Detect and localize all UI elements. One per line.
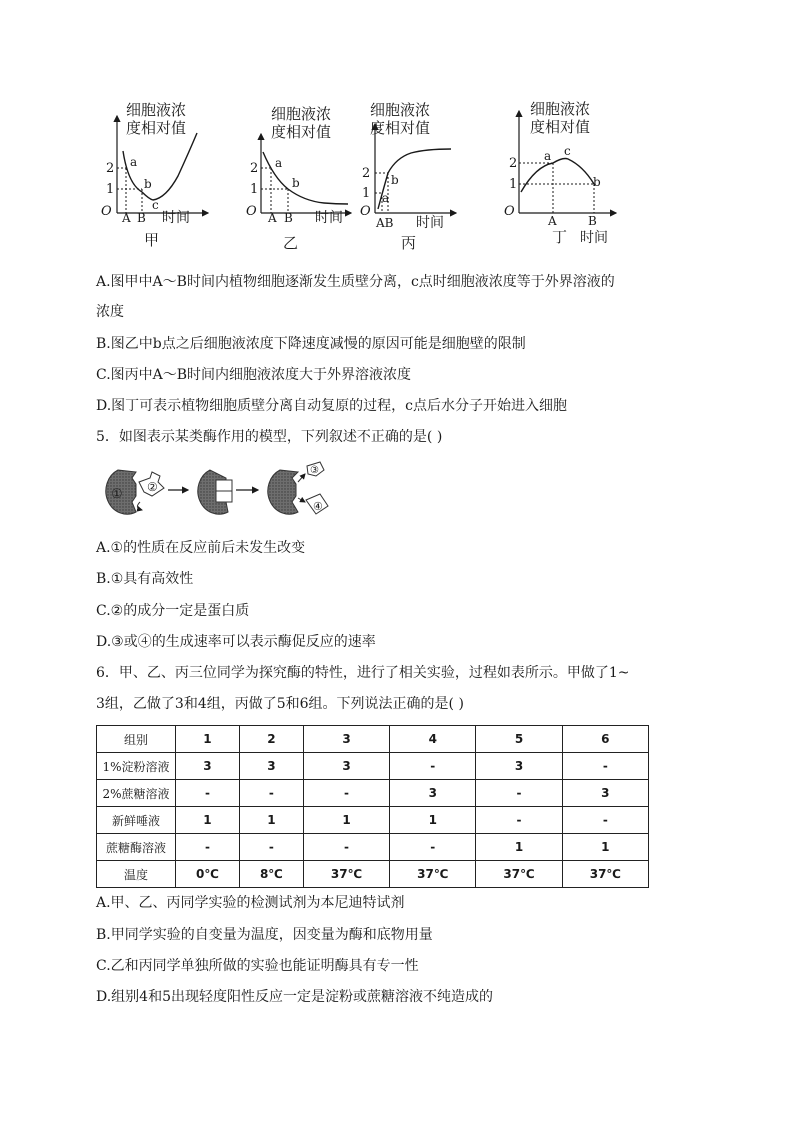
table-cell: 3	[176, 753, 240, 780]
label-2: ②	[147, 480, 158, 494]
tick-2: 2	[362, 166, 371, 181]
x-B: B	[137, 211, 146, 225]
q5-option-d: D.③或④的生成速率可以表示酶促反应的速率	[96, 634, 376, 650]
tick-2: 2	[106, 161, 115, 176]
x-B: B	[284, 211, 293, 225]
q6-option-d: D.组别4和5出现轻度阳性反应一定是淀粉或蔗糖溶液不纯造成的	[96, 989, 493, 1005]
table-row	[97, 834, 649, 861]
origin-label: O	[246, 204, 257, 219]
table-cell: -	[476, 807, 562, 834]
table-cell: 3	[390, 780, 476, 807]
point-a: a	[275, 156, 283, 170]
table-cell: -	[390, 834, 476, 861]
label-3: ③	[310, 465, 319, 476]
q6-stem-line1: 6．甲、乙、丙三位同学为探究酶的特性，进行了相关实验，过程如表所示。甲做了1~	[96, 665, 630, 681]
table-cell: 3	[239, 753, 303, 780]
table-cell: -	[562, 753, 648, 780]
table-row	[97, 861, 649, 888]
x-A: A	[548, 214, 557, 228]
q4-option-a-line1: A.图甲中A～B时间内植物细胞逐渐发生质壁分离，c点时细胞液浓度等于外界溶液的	[96, 274, 615, 290]
q4-option-b: B.图乙中b点之后细胞液浓度下降速度减慢的原因可能是细胞壁的限制	[96, 336, 526, 352]
graph-yi	[246, 105, 351, 252]
q6-option-c: C.乙和丙同学单独所做的实验也能证明酶具有专一性	[96, 958, 419, 974]
origin-label: O	[101, 204, 112, 219]
graphs-svg	[96, 96, 626, 256]
table-cell: 37℃	[562, 861, 648, 888]
x-B: B	[588, 214, 597, 228]
q5-option-a: A.①的性质在反应前后未发生改变	[96, 540, 306, 556]
q5-stem: 5．如图表示某类酶作用的模型，下列叙述不正确的是( )	[96, 429, 443, 445]
table-header-cell: 2	[239, 726, 303, 753]
experiment-table	[96, 725, 649, 888]
point-a: a	[544, 149, 552, 163]
curve-ding	[521, 159, 594, 193]
table-cell: -	[239, 834, 303, 861]
graph-ylabel1: 细胞液浓	[370, 101, 431, 119]
x-time: 时间	[416, 215, 444, 231]
table-cell: 新鲜唾液	[97, 807, 176, 834]
graph-ylabel2: 度相对值	[126, 119, 187, 137]
point-a: a	[382, 191, 390, 205]
table-header-row	[97, 726, 649, 753]
point-c: c	[152, 198, 159, 212]
table-header-cell: 4	[390, 726, 476, 753]
x-AB: AB	[376, 216, 394, 230]
table-cell: 8℃	[239, 861, 303, 888]
table-cell: 1	[476, 834, 562, 861]
table-cell: 1	[176, 807, 240, 834]
enzyme-3	[268, 470, 298, 514]
tick-1: 1	[250, 182, 259, 197]
table-cell: 1	[562, 834, 648, 861]
point-b: b	[144, 177, 152, 191]
table-header-cell: 1	[176, 726, 240, 753]
enzyme-model-svg	[98, 458, 338, 526]
table-row	[97, 753, 649, 780]
point-b: b	[292, 176, 300, 190]
table-cell: 蔗糖酶溶液	[97, 834, 176, 861]
tick-1: 1	[106, 182, 115, 197]
table-cell: -	[176, 834, 240, 861]
x-A: A	[268, 211, 277, 225]
table-cell: 1	[390, 807, 476, 834]
table-header-cell: 组别	[97, 726, 176, 753]
point-a: a	[130, 155, 138, 169]
table-header-cell: 3	[303, 726, 389, 753]
table-cell: -	[303, 780, 389, 807]
table-cell: -	[562, 807, 648, 834]
label-4: ④	[313, 500, 323, 513]
x-time: 时间	[162, 210, 190, 226]
table-cell: -	[303, 834, 389, 861]
table-header-cell: 5	[476, 726, 562, 753]
caption-jia: 甲	[144, 231, 160, 249]
enzyme-model-figure	[98, 458, 338, 526]
caption-yi: 乙	[283, 234, 299, 252]
label-1: ①	[111, 487, 123, 502]
q4-option-a-line2: 浓度	[96, 304, 124, 320]
point-c: c	[564, 144, 571, 158]
table-cell: 3	[562, 780, 648, 807]
tick-2: 2	[509, 156, 518, 171]
table-cell: 温度	[97, 861, 176, 888]
table-cell: 37℃	[390, 861, 476, 888]
table-cell: 3	[476, 753, 562, 780]
q5-option-c: C.②的成分一定是蛋白质	[96, 603, 250, 619]
q6-option-a: A.甲、乙、丙同学实验的检测试剂为本尼迪特试剂	[96, 895, 405, 911]
x-time: 时间	[315, 210, 343, 226]
table-cell: 37℃	[476, 861, 562, 888]
graph-ylabel1: 细胞液浓	[126, 101, 187, 119]
graph-ylabel1: 细胞液浓	[271, 105, 332, 123]
x-A: A	[122, 211, 131, 225]
table-cell: -	[390, 753, 476, 780]
q4-option-d: D.图丁可表示植物细胞质壁分离自动复原的过程，c点后水分子开始进入细胞	[96, 398, 568, 414]
graph-jia	[101, 101, 208, 249]
table-cell: -	[476, 780, 562, 807]
table-cell: 0℃	[176, 861, 240, 888]
table-cell: 37℃	[303, 861, 389, 888]
q6-stem-line2: 3组，乙做了3和4组，丙做了5和6组。下列说法正确的是( )	[96, 696, 464, 712]
point-b: b	[593, 175, 601, 189]
tick-1: 1	[362, 186, 371, 201]
table-cell: -	[176, 780, 240, 807]
table-header-cell: 6	[562, 726, 648, 753]
q6-option-b: B.甲同学实验的自变量为温度，因变量为酶和底物用量	[96, 927, 433, 943]
table-row	[97, 780, 649, 807]
table-row	[97, 807, 649, 834]
tick-2: 2	[250, 161, 259, 176]
point-b: b	[391, 173, 399, 187]
q4-option-c: C.图丙中A～B时间内细胞液浓度大于外界溶液浓度	[96, 367, 412, 383]
origin-label: O	[360, 204, 371, 219]
graph-ding	[504, 100, 616, 246]
table-cell: 1	[303, 807, 389, 834]
table-cell: -	[239, 780, 303, 807]
x-time: 时间	[580, 230, 608, 246]
graph-ylabel2: 度相对值	[370, 119, 431, 137]
graph-ylabel1: 细胞液浓	[530, 100, 591, 118]
table-cell: 3	[303, 753, 389, 780]
tick-1: 1	[509, 177, 518, 192]
caption-ding: 丁	[552, 228, 568, 246]
graph-ylabel2: 度相对值	[530, 118, 591, 136]
graph-bing	[360, 101, 456, 252]
table-cell: 2%蔗糖溶液	[97, 780, 176, 807]
q5-option-b: B.①具有高效性	[96, 571, 194, 587]
graphs-figure	[96, 96, 626, 256]
table-cell: 1	[239, 807, 303, 834]
caption-bing: 丙	[401, 234, 417, 252]
origin-label: O	[504, 204, 515, 219]
graph-ylabel2: 度相对值	[271, 123, 332, 141]
table-cell: 1%淀粉溶液	[97, 753, 176, 780]
